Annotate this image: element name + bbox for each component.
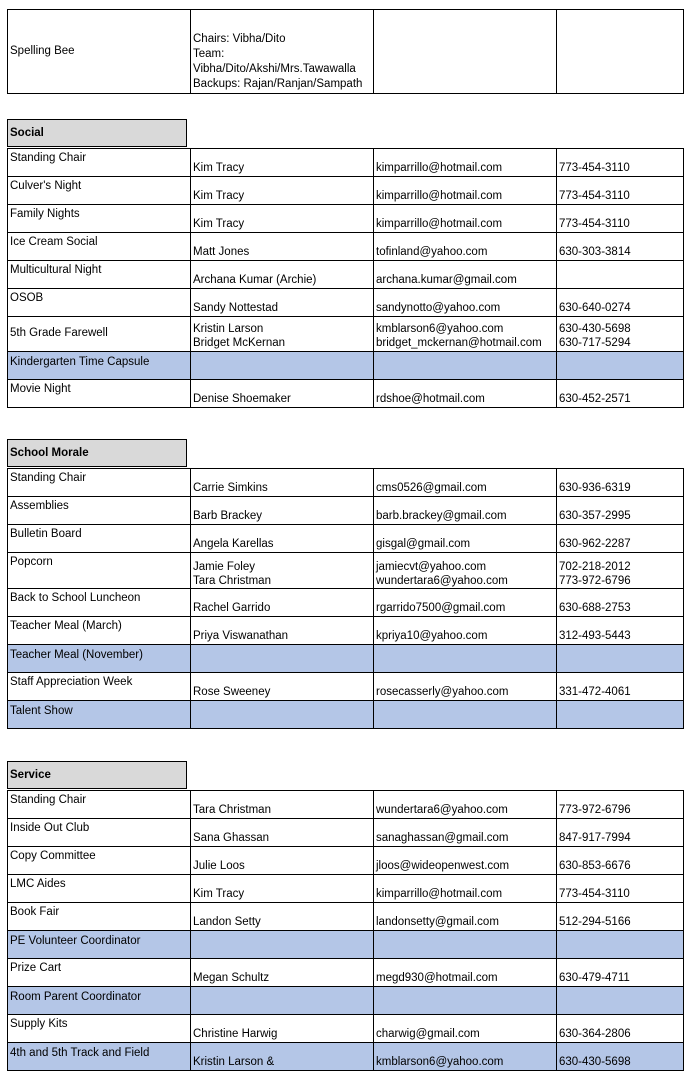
- role-label: Movie Night: [10, 383, 71, 395]
- email-cell: rosecasserly@yahoo.com: [374, 673, 557, 701]
- email-cell: jloos@wideopenwest.com: [374, 847, 557, 875]
- phone-cell: 773-972-6796: [557, 791, 684, 819]
- role-label: Standing Chair: [10, 472, 87, 484]
- name-cell: Megan Schultz: [191, 959, 374, 987]
- email-cell: cms0526@gmail.com: [374, 469, 557, 497]
- email-cell: kimparrillo@hotmail.com: [374, 205, 557, 233]
- table-row: [8, 497, 684, 525]
- name-cell: Matt Jones: [191, 233, 374, 261]
- name-cell: Tara Christman: [191, 791, 374, 819]
- table-row: [8, 177, 684, 205]
- role-label: Assemblies: [10, 500, 69, 512]
- role-cell: [8, 317, 191, 352]
- table-row: [8, 847, 684, 875]
- email-cell: barb.brackey@gmail.com: [374, 497, 557, 525]
- email-cell: [374, 10, 557, 94]
- role-label: Back to School Luncheon: [10, 592, 141, 604]
- table-row: [8, 875, 684, 903]
- role-label: Talent Show: [10, 705, 73, 717]
- name-cell: Kristin Larson &: [191, 1043, 374, 1071]
- role-cell: [8, 352, 191, 380]
- table-row-open: [8, 1043, 684, 1071]
- role-label: Standing Chair: [10, 152, 87, 164]
- phone-cell: 630-430-5698 630-717-5294: [557, 317, 684, 352]
- name-cell: Kim Tracy: [191, 149, 374, 177]
- role-label: Popcorn: [10, 556, 53, 568]
- phone-cell: 331-472-4061: [557, 673, 684, 701]
- role-cell: [8, 289, 191, 317]
- role-cell: [8, 1015, 191, 1043]
- phone-cell: 773-454-3110: [557, 875, 684, 903]
- email-cell: charwig@gmail.com: [374, 1015, 557, 1043]
- role-label: Supply Kits: [10, 1018, 68, 1030]
- email-cell: sandynotto@yahoo.com: [374, 289, 557, 317]
- role-label: 5th Grade Farewell: [10, 327, 108, 339]
- role-cell: [8, 205, 191, 233]
- phone-cell: 630-430-5698: [557, 1043, 684, 1071]
- section-table: [7, 790, 684, 1071]
- team-line: Chairs: Vibha/Dito: [193, 33, 286, 45]
- name-cell: Rachel Garrido: [191, 589, 374, 617]
- name-cell: Kristin Larson Bridget McKernan: [191, 317, 374, 352]
- table-row: [8, 617, 684, 645]
- section-header: School Morale: [7, 439, 187, 467]
- name-cell: [191, 701, 374, 729]
- phone-cell: [557, 10, 684, 94]
- role-cell: [8, 987, 191, 1015]
- email-cell: kimparrillo@hotmail.com: [374, 149, 557, 177]
- name-cell: [191, 645, 374, 673]
- phone-cell: 702-218-2012 773-972-6796: [557, 553, 684, 589]
- table-row-open: [8, 352, 684, 380]
- role-cell: [8, 819, 191, 847]
- name-cell: Jamie Foley Tara Christman: [191, 553, 374, 589]
- phone-cell: 630-640-0274: [557, 289, 684, 317]
- email-cell: gisgal@gmail.com: [374, 525, 557, 553]
- name-cell: Kim Tracy: [191, 205, 374, 233]
- phone-cell: 630-936-6319: [557, 469, 684, 497]
- role-cell: [8, 497, 191, 525]
- phone-cell: 630-962-2287: [557, 525, 684, 553]
- phone-cell: 630-452-2571: [557, 380, 684, 408]
- phone-cell: [557, 931, 684, 959]
- role-cell: [8, 525, 191, 553]
- phone-cell: 630-357-2995: [557, 497, 684, 525]
- phone-cell: [557, 352, 684, 380]
- email-cell: wundertara6@yahoo.com: [374, 791, 557, 819]
- role-label: Bulletin Board: [10, 528, 82, 540]
- role-label: Staff Appreciation Week: [10, 676, 133, 688]
- table-row: [8, 903, 684, 931]
- phone-cell: 847-917-7994: [557, 819, 684, 847]
- email-cell: kimparrillo@hotmail.com: [374, 177, 557, 205]
- email-cell: megd930@hotmail.com: [374, 959, 557, 987]
- role-cell: [8, 469, 191, 497]
- role-cell: [8, 903, 191, 931]
- table-row: [8, 553, 684, 589]
- role-label: Prize Cart: [10, 962, 62, 974]
- role-cell: [8, 645, 191, 673]
- name-cell: Christine Harwig: [191, 1015, 374, 1043]
- role-cell: [8, 931, 191, 959]
- phone-cell: 773-454-3110: [557, 177, 684, 205]
- email-cell: [374, 645, 557, 673]
- phone-cell: 773-454-3110: [557, 149, 684, 177]
- name-cell: [191, 352, 374, 380]
- email-cell: tofinland@yahoo.com: [374, 233, 557, 261]
- email-cell: rgarrido7500@gmail.com: [374, 589, 557, 617]
- table-row: [8, 791, 684, 819]
- name-cell: Carrie Simkins: [191, 469, 374, 497]
- table-row-open: [8, 987, 684, 1015]
- role-label: LMC Aides: [10, 878, 66, 890]
- name-cell: Barb Brackey: [191, 497, 374, 525]
- role-label: Family Nights: [10, 208, 80, 220]
- email-cell: [374, 352, 557, 380]
- role-cell: [8, 673, 191, 701]
- role-cell: Spelling Bee: [8, 10, 191, 94]
- name-cell: Archana Kumar (Archie): [191, 261, 374, 289]
- name-cell: Julie Loos: [191, 847, 374, 875]
- email-cell: kmblarson6@yahoo.com bridget_mckernan@hotmail.com: [374, 317, 557, 352]
- name-cell: Rose Sweeney: [191, 673, 374, 701]
- role-cell: [8, 1043, 191, 1071]
- name-cell: Sandy Nottestad: [191, 289, 374, 317]
- name-cell: Denise Shoemaker: [191, 380, 374, 408]
- table-row: [8, 380, 684, 408]
- name-cell: Angela Karellas: [191, 525, 374, 553]
- role-cell: [8, 875, 191, 903]
- role-label: Standing Chair: [10, 794, 87, 806]
- name-cell: Priya Viswanathan: [191, 617, 374, 645]
- table-row: [8, 261, 684, 289]
- email-cell: [374, 701, 557, 729]
- table-row: [8, 1015, 684, 1043]
- role-label: Multicultural Night: [10, 264, 102, 276]
- section-table: [7, 468, 684, 729]
- role-label: Inside Out Club: [10, 822, 90, 834]
- role-cell: [8, 261, 191, 289]
- table-row: [8, 469, 684, 497]
- table-row-open: [8, 931, 684, 959]
- table-row: [8, 205, 684, 233]
- role-cell: [8, 617, 191, 645]
- spelling-bee-table: [7, 9, 684, 94]
- team-line: Backups: Rajan/Ranjan/Sampath: [193, 78, 363, 90]
- email-cell: landonsetty@gmail.com: [374, 903, 557, 931]
- email-cell: archana.kumar@gmail.com: [374, 261, 557, 289]
- role-cell: [8, 701, 191, 729]
- email-cell: jamiecvt@yahoo.com wundertara6@yahoo.com: [374, 553, 557, 589]
- table-row: [8, 819, 684, 847]
- email-cell: [374, 987, 557, 1015]
- table-row: [8, 317, 684, 352]
- role-label: PE Volunteer Coordinator: [10, 935, 141, 947]
- name-cell: [191, 987, 374, 1015]
- table-row-open: [8, 645, 684, 673]
- role-cell: [8, 233, 191, 261]
- phone-cell: 630-479-4711: [557, 959, 684, 987]
- phone-cell: [557, 261, 684, 289]
- phone-cell: 312-493-5443: [557, 617, 684, 645]
- table-row: [8, 233, 684, 261]
- role-label: OSOB: [10, 292, 44, 304]
- table-row: [8, 673, 684, 701]
- phone-cell: 630-853-6676: [557, 847, 684, 875]
- role-label: Teacher Meal (March): [10, 620, 122, 632]
- email-cell: kimparrillo@hotmail.com: [374, 875, 557, 903]
- phone-cell: [557, 701, 684, 729]
- phone-cell: 512-294-5166: [557, 903, 684, 931]
- name-cell: Landon Setty: [191, 903, 374, 931]
- section-header: Social: [7, 119, 187, 147]
- email-cell: kpriya10@yahoo.com: [374, 617, 557, 645]
- role-label: Ice Cream Social: [10, 236, 98, 248]
- phone-cell: 630-688-2753: [557, 589, 684, 617]
- email-cell: [374, 931, 557, 959]
- table-row: [8, 525, 684, 553]
- role-cell: [8, 177, 191, 205]
- table-row: [8, 959, 684, 987]
- phone-cell: 773-454-3110: [557, 205, 684, 233]
- email-cell: rdshoe@hotmail.com: [374, 380, 557, 408]
- phone-cell: [557, 987, 684, 1015]
- table-row: [8, 149, 684, 177]
- phone-cell: 630-303-3814: [557, 233, 684, 261]
- role-cell: [8, 959, 191, 987]
- team-line: Vibha/Dito/Akshi/Mrs.Tawawalla: [193, 63, 356, 75]
- role-cell: [8, 380, 191, 408]
- team-cell: [191, 10, 374, 94]
- name-cell: Sana Ghassan: [191, 819, 374, 847]
- role-label: Kindergarten Time Capsule: [10, 356, 150, 368]
- role-cell: [8, 553, 191, 589]
- table-row: [8, 589, 684, 617]
- section-header: Service: [7, 761, 187, 789]
- role-label: Teacher Meal (November): [10, 649, 143, 661]
- name-cell: Kim Tracy: [191, 875, 374, 903]
- phone-cell: 630-364-2806: [557, 1015, 684, 1043]
- email-cell: kmblarson6@yahoo.com: [374, 1043, 557, 1071]
- role-label: Culver's Night: [10, 180, 82, 192]
- table-row-open: [8, 701, 684, 729]
- name-cell: [191, 931, 374, 959]
- name-cell: Kim Tracy: [191, 177, 374, 205]
- role-cell: [8, 847, 191, 875]
- email-cell: sanaghassan@gmail.com: [374, 819, 557, 847]
- team-line: Team:: [193, 48, 225, 60]
- role-label: Room Parent Coordinator: [10, 991, 142, 1003]
- role-label: Copy Committee: [10, 850, 96, 862]
- role-cell: [8, 791, 191, 819]
- role-label: Book Fair: [10, 906, 60, 918]
- role-cell: [8, 589, 191, 617]
- role-label: 4th and 5th Track and Field: [10, 1047, 150, 1059]
- section-table: [7, 148, 684, 408]
- table-row: [8, 289, 684, 317]
- role-cell: [8, 149, 191, 177]
- phone-cell: [557, 645, 684, 673]
